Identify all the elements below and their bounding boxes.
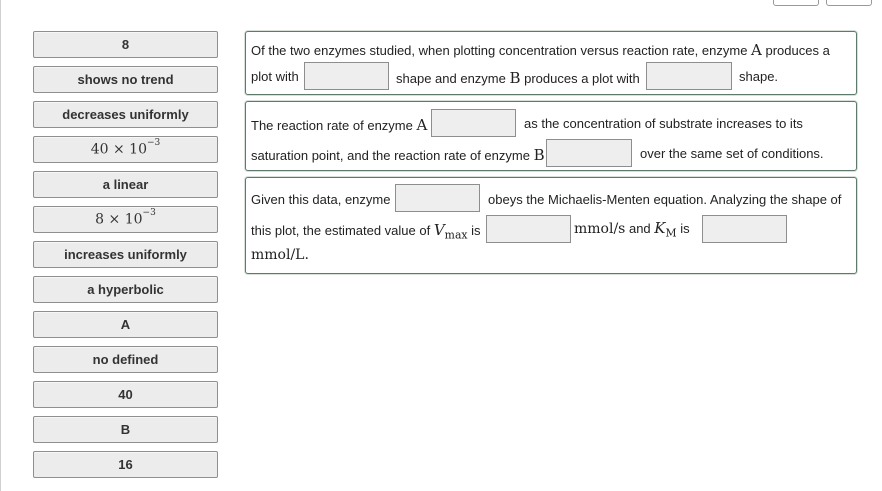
q1-mid: shape and enzyme B produces a plot with xyxy=(396,69,640,87)
tile-math-label: $8 \times 10^{-3}$ xyxy=(95,208,156,228)
q2-after2: over the same set of conditions. xyxy=(640,146,824,161)
drop-slot-vmax[interactable] xyxy=(486,215,571,243)
word-tile[interactable] xyxy=(33,241,218,268)
word-tile[interactable] xyxy=(33,31,218,58)
question-card-1 xyxy=(245,31,857,95)
q1-plot-with: plot with xyxy=(251,69,299,84)
q2-start: The reaction rate of enzyme A xyxy=(251,116,428,134)
q2-after: as the concentration of substrate increases to its xyxy=(524,116,803,131)
drop-slot-enzyme-b-rate[interactable] xyxy=(546,139,632,167)
tile-label: B xyxy=(120,422,131,437)
tile-label: 16 xyxy=(118,457,133,472)
word-tile[interactable] xyxy=(33,416,218,443)
tile-label: 40 xyxy=(118,387,133,402)
q3-line2-start: this plot, the estimated value of $V_{max}$ is xyxy=(251,221,481,242)
tile-label: no defined xyxy=(92,352,159,367)
left-border xyxy=(0,0,1,491)
drop-slot-enzyme-a-shape[interactable] xyxy=(304,62,389,90)
word-tile[interactable] xyxy=(33,346,218,373)
drop-slot-km[interactable] xyxy=(702,215,787,243)
q1-end: shape. xyxy=(739,69,779,84)
word-tile[interactable] xyxy=(33,66,218,93)
top-button-partial[interactable] xyxy=(773,0,819,6)
top-button-partial[interactable] xyxy=(826,0,872,6)
q3-start: Given this data, enzyme xyxy=(251,192,391,207)
tile-label: shows no trend xyxy=(77,72,174,87)
word-tile[interactable] xyxy=(33,101,218,128)
tile-label: increases uniformly xyxy=(64,247,187,262)
word-tile[interactable] xyxy=(33,276,218,303)
drop-slot-enzyme-b-shape[interactable] xyxy=(646,62,732,90)
drop-slot-michaelis-enzyme[interactable] xyxy=(395,184,480,212)
word-tile[interactable] xyxy=(33,171,218,198)
word-tile[interactable] xyxy=(33,136,218,163)
word-tile[interactable] xyxy=(33,381,218,408)
word-tile[interactable] xyxy=(33,206,218,233)
q3-unit-and-km: mmol/s and $K_M$ is xyxy=(574,219,690,240)
q3-unit2: mmol/L. xyxy=(251,247,309,263)
tile-label: A xyxy=(120,317,131,332)
q2-line2: saturation point, and the reaction rate of enzyme B xyxy=(251,146,545,164)
tile-label: a linear xyxy=(102,177,149,192)
word-tile[interactable] xyxy=(33,311,218,338)
tile-label: 8 xyxy=(121,37,130,52)
q1-line1: Of the two enzymes studied, when plotting concentration versus reaction rate, enzyme A produces a xyxy=(251,41,830,59)
tile-label: a hyperbolic xyxy=(87,282,164,297)
drop-slot-enzyme-a-rate[interactable] xyxy=(431,109,516,137)
tile-math-label: $40 \times 10^{-3}$ xyxy=(90,138,161,158)
q3-after: obeys the Michaelis-Menten equation. Analyzing the shape of xyxy=(488,192,842,207)
tile-label: decreases uniformly xyxy=(62,107,189,122)
question-card-3 xyxy=(245,177,857,274)
question-card-2 xyxy=(245,101,857,171)
word-tile[interactable] xyxy=(33,451,218,478)
